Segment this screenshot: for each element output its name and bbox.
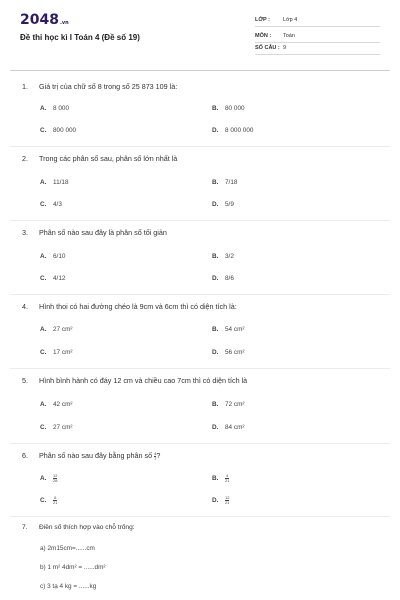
option-c[interactable] <box>40 201 62 208</box>
meta-class-value: Lớp 4 <box>283 17 298 23</box>
option-text: 8/6 <box>225 275 234 282</box>
question-text <box>22 523 380 533</box>
option-text: 800 000 <box>53 127 77 134</box>
option-text: 8 000 000 <box>225 127 254 134</box>
option-label: A. <box>40 475 47 483</box>
option-d[interactable] <box>212 349 245 356</box>
option-label: C. <box>40 275 47 282</box>
target-fraction <box>154 452 156 461</box>
question-number: 3. <box>22 228 28 237</box>
option-text: 3/2 <box>225 253 234 260</box>
option-a[interactable] <box>40 474 57 483</box>
fraction-numerator: 6 <box>54 495 57 500</box>
option-c[interactable] <box>40 275 65 282</box>
option-fraction <box>53 496 57 505</box>
fraction-denominator: 21 <box>225 500 230 505</box>
option-label: B. <box>212 475 219 483</box>
option-label: B. <box>212 179 219 186</box>
site-logo[interactable] <box>20 12 69 28</box>
logo-suffix: .vn <box>59 20 69 26</box>
option-b[interactable] <box>212 105 245 112</box>
question-2 <box>22 154 380 164</box>
option-text: 42 cm² <box>53 401 73 408</box>
question-prompt: Hình thoi có hai đường chéo là 9cm và 6cm thì có diện tích là: <box>39 302 237 311</box>
option-fraction <box>225 474 229 483</box>
option-b[interactable] <box>212 179 237 186</box>
option-label: B. <box>212 326 219 333</box>
option-label: B. <box>212 105 219 112</box>
option-text: 27 cm² <box>53 424 73 431</box>
option-d[interactable] <box>212 496 229 505</box>
option-label: D. <box>212 349 219 356</box>
question-text <box>22 228 380 238</box>
question-divider <box>10 146 390 147</box>
option-c[interactable] <box>40 127 76 134</box>
fraction-numerator: 4 <box>154 450 157 456</box>
exam-title: Đề thi học kì I Toán 4 (Đề số 19) <box>20 33 140 42</box>
question-5 <box>22 376 380 386</box>
option-text: 11/18 <box>53 179 69 186</box>
question-prompt: Phân số nào sau đây bằng phân số <box>39 451 153 460</box>
option-b[interactable] <box>212 401 245 408</box>
option-text: 72 cm² <box>225 401 245 408</box>
option-text: 5/9 <box>225 201 234 208</box>
fraction-numerator: 12 <box>225 495 230 500</box>
exam-header <box>0 0 400 62</box>
option-c[interactable] <box>40 496 57 505</box>
fill-in-line-b[interactable]: b) 1 m² 4dm² = ......dm² <box>40 564 106 571</box>
option-fraction <box>53 474 57 483</box>
fraction-denominator: 21 <box>53 500 58 505</box>
option-label: B. <box>212 401 219 408</box>
option-label: A. <box>40 401 47 408</box>
option-label: B. <box>212 253 219 260</box>
meta-class-key: LỚP : <box>255 17 270 23</box>
option-a[interactable] <box>40 326 73 333</box>
option-b[interactable] <box>212 474 229 483</box>
question-prompt: Phân số nào sau đây là phân số tối giản <box>39 228 167 237</box>
fraction-denominator: 7 <box>154 455 157 461</box>
option-label: C. <box>40 201 47 208</box>
question-text <box>22 82 380 92</box>
question-divider <box>10 443 390 444</box>
question-3 <box>22 228 380 238</box>
option-label: C. <box>40 349 47 356</box>
option-b[interactable] <box>212 326 245 333</box>
option-a[interactable] <box>40 105 69 112</box>
question-text <box>22 154 380 164</box>
fraction-numerator: 12 <box>53 473 58 478</box>
option-text: 6/10 <box>53 253 66 260</box>
question-divider <box>10 294 390 295</box>
option-label: D. <box>212 497 219 505</box>
question-number: 5. <box>22 376 28 385</box>
question-7 <box>22 523 380 533</box>
option-label: D. <box>212 127 219 134</box>
question-4 <box>22 302 380 312</box>
meta-count-key: SỐ CÂU : <box>255 45 280 51</box>
option-d[interactable] <box>212 424 245 431</box>
option-d[interactable] <box>212 127 253 134</box>
option-label: D. <box>212 424 219 431</box>
meta-subject-key: MÔN : <box>255 33 272 39</box>
meta-class <box>255 14 380 27</box>
question-6 <box>22 451 380 461</box>
option-label: D. <box>212 275 219 282</box>
option-c[interactable] <box>40 424 73 431</box>
option-a[interactable] <box>40 401 73 408</box>
option-label: C. <box>40 127 47 134</box>
question-number: 6. <box>22 451 28 460</box>
option-text: 56 cm² <box>225 349 245 356</box>
option-label: A. <box>40 253 47 260</box>
option-text: 54 cm² <box>225 326 245 333</box>
fraction-numerator: 4 <box>226 473 229 478</box>
option-label: A. <box>40 105 47 112</box>
question-1 <box>22 82 380 92</box>
option-fraction <box>225 496 229 505</box>
option-text: 84 cm² <box>225 424 245 431</box>
option-text: 80 000 <box>225 105 245 112</box>
question-divider <box>10 516 390 517</box>
header-divider <box>10 70 390 71</box>
meta-subject-value: Toán <box>283 33 295 39</box>
fill-in-line-c[interactable]: c) 3 tạ 4 kg = ......kg <box>40 583 97 590</box>
option-text: 4/3 <box>53 201 62 208</box>
question-text <box>22 376 380 386</box>
option-text: 7/18 <box>225 179 238 186</box>
question-number: 1. <box>22 82 28 91</box>
option-text: 27 cm² <box>53 326 73 333</box>
fraction-denominator: 21 <box>225 478 230 483</box>
question-text <box>22 302 380 312</box>
question-divider <box>10 220 390 221</box>
option-c[interactable] <box>40 349 73 356</box>
question-prompt: Giá trị của chữ số 8 trong số 25 873 109 là: <box>39 82 178 91</box>
option-a[interactable] <box>40 179 69 186</box>
option-text: 8 000 <box>53 105 69 112</box>
question-text: 6. Phân số nào sau đây bằng phân số $\frac{4}{7}$ ? <box>22 450 161 461</box>
option-label: C. <box>40 497 47 505</box>
fill-in-line-a[interactable]: a) 2m15cm=......cm <box>40 545 95 552</box>
question-prompt: Hình bình hành có đáy 12 cm và chiều cao 7cm thì có diện tích là <box>39 376 248 385</box>
question-divider <box>10 368 390 369</box>
logo-text: 2048 <box>20 12 59 28</box>
meta-question-count <box>255 42 380 55</box>
option-text: 4/12 <box>53 275 66 282</box>
question-number: 7. <box>22 524 28 531</box>
option-a[interactable] <box>40 253 65 260</box>
meta-count-value: 9 <box>283 45 287 51</box>
question-number: 4. <box>22 302 28 311</box>
option-d[interactable] <box>212 201 234 208</box>
question-prompt: Trong các phân số sau, phân số lớn nhất là <box>39 154 178 163</box>
option-label: A. <box>40 179 47 186</box>
option-b[interactable] <box>212 253 234 260</box>
question-prompt: Điền số thích hợp vào chỗ trống: <box>39 524 135 531</box>
option-text: 17 cm² <box>53 349 73 356</box>
option-label: A. <box>40 326 47 333</box>
option-label: C. <box>40 424 47 431</box>
fraction-denominator: 28 <box>53 478 58 483</box>
option-label: D. <box>212 201 219 208</box>
question-number: 2. <box>22 154 28 163</box>
option-d[interactable] <box>212 275 234 282</box>
